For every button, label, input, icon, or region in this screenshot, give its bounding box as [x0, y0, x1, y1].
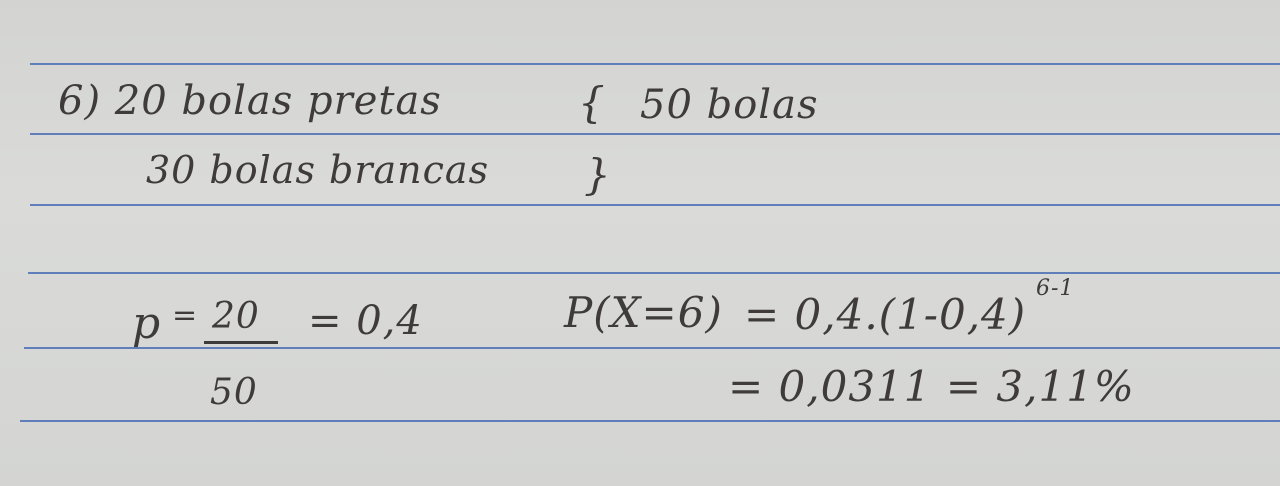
- probability-equals: =: [172, 298, 199, 333]
- formula-lhs: P(X=6): [564, 288, 723, 337]
- probability-symbol: p: [132, 298, 162, 349]
- brace-close: }: [584, 150, 612, 199]
- formula-exponent: 6-1: [1036, 276, 1075, 301]
- fraction-bar: [204, 341, 278, 344]
- fraction-numerator: 20: [212, 296, 260, 337]
- total-balls-text: 50 bolas: [640, 82, 819, 128]
- formula-rhs: = 0,4.(1-0,4): [744, 290, 1027, 339]
- ruled-line: [30, 63, 1280, 65]
- brace-open: {: [578, 78, 606, 127]
- ruled-line: [30, 204, 1280, 206]
- ruled-line: [24, 347, 1280, 349]
- problem-number: 6): [58, 78, 102, 124]
- ruled-line: [20, 420, 1280, 422]
- black-balls-text: 20 bolas pretas: [114, 78, 442, 124]
- probability-result: = 0,4: [308, 298, 423, 344]
- final-result: = 0,0311 = 3,11%: [728, 362, 1135, 411]
- fraction-denominator: 50: [210, 372, 258, 413]
- black-balls-line: [58, 78, 442, 124]
- white-balls-text: 30 bolas brancas: [146, 148, 490, 192]
- ruled-line: [28, 272, 1280, 274]
- ruled-line: [30, 133, 1280, 135]
